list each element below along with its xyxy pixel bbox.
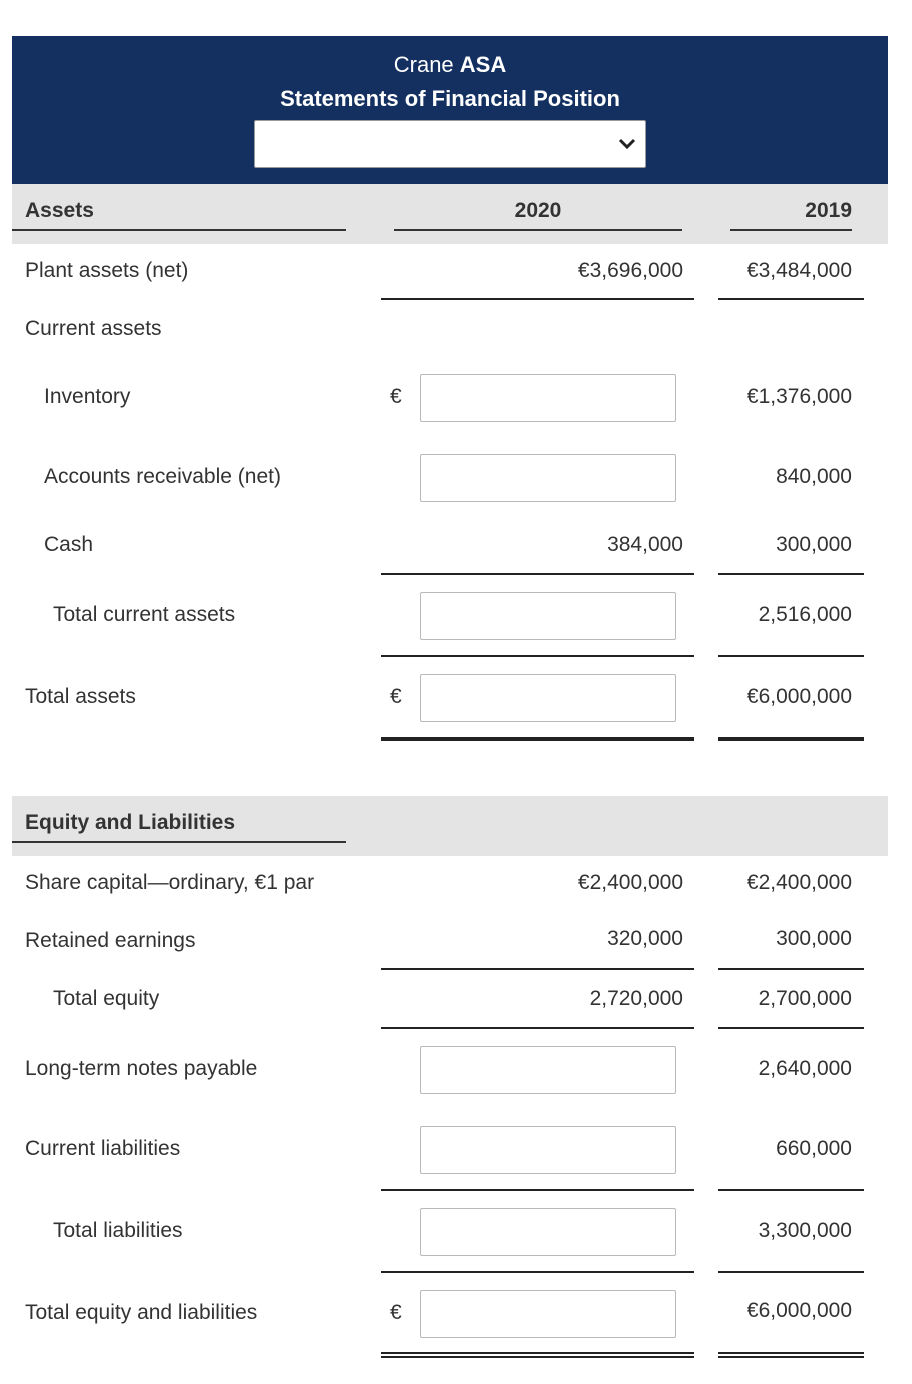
double-rule (718, 1352, 864, 1358)
accounts-receivable-2020-input[interactable] (420, 454, 676, 502)
retained-earnings-2019: 300,000 (776, 927, 852, 950)
total-equity-liabilities-2020-input[interactable] (420, 1290, 676, 1338)
share-capital-2020: €2,400,000 (577, 871, 683, 894)
total-assets-2020-input[interactable] (420, 674, 676, 722)
retained-earnings-label: Retained earnings (25, 929, 196, 952)
equity-liabilities-heading: Equity and Liabilities (25, 811, 236, 834)
inventory-label: Inventory (44, 385, 131, 408)
current-liabilities-2020-input[interactable] (420, 1126, 676, 1174)
rule-thick (381, 737, 694, 741)
current-assets-label: Current assets (25, 317, 162, 340)
inventory-2020-input[interactable] (420, 374, 676, 422)
inventory-2019: €1,376,000 (746, 385, 852, 408)
statement-title: Statements of Financial Position (280, 86, 620, 111)
col-2019-underline (730, 229, 852, 231)
rule (718, 1189, 864, 1191)
rule (381, 298, 694, 300)
total-equity-liabilities-euro-sign: € (390, 1301, 402, 1324)
total-liabilities-2020-input[interactable] (420, 1208, 676, 1256)
date-dropdown[interactable] (254, 120, 646, 168)
total-current-assets-2020-input[interactable] (420, 592, 676, 640)
current-liabilities-label: Current liabilities (25, 1137, 181, 1160)
assets-heading: Assets (25, 199, 94, 222)
rule (718, 655, 864, 657)
total-equity-liabilities-2019: €6,000,000 (746, 1299, 852, 1322)
total-equity-label: Total equity (53, 987, 160, 1010)
rule (381, 1271, 694, 1273)
rule-thick (718, 737, 864, 741)
long-term-notes-2020-input[interactable] (420, 1046, 676, 1094)
rule (381, 1189, 694, 1191)
rule (718, 298, 864, 300)
total-assets-2019: €6,000,000 (746, 685, 852, 708)
total-equity-2019: 2,700,000 (758, 987, 852, 1010)
company-name: Crane ASA (393, 52, 507, 77)
total-liabilities-label: Total liabilities (53, 1219, 183, 1242)
plant-assets-2020: €3,696,000 (577, 259, 683, 282)
col-2020-underline (394, 229, 682, 231)
rule (718, 1271, 864, 1273)
rule (381, 968, 694, 970)
plant-assets-label: Plant assets (net) (25, 259, 189, 282)
double-rule (381, 1352, 694, 1358)
rule (381, 573, 694, 575)
rule (718, 573, 864, 575)
statement-header (12, 36, 888, 184)
col-header-2020: 2020 (514, 199, 562, 222)
rule (718, 968, 864, 970)
rule (381, 655, 694, 657)
retained-earnings-2020: 320,000 (607, 927, 683, 950)
cash-2020: 384,000 (607, 533, 683, 556)
total-assets-euro-sign: € (390, 685, 402, 708)
accounts-receivable-2019: 840,000 (776, 465, 852, 488)
share-capital-label: Share capital—ordinary, €1 par (25, 871, 315, 894)
long-term-notes-2019: 2,640,000 (758, 1057, 852, 1080)
current-liabilities-2019: 660,000 (776, 1137, 852, 1160)
rule (381, 1027, 694, 1029)
chevron-down-icon (617, 134, 637, 154)
col-header-2019: 2019 (805, 199, 852, 222)
total-equity-2020: 2,720,000 (589, 987, 683, 1010)
inventory-euro-sign: € (390, 385, 402, 408)
total-equity-liabilities-label: Total equity and liabilities (25, 1301, 258, 1324)
total-current-assets-label: Total current assets (53, 603, 236, 626)
plant-assets-2019: €3,484,000 (746, 259, 852, 282)
rule (718, 1027, 864, 1029)
total-assets-label: Total assets (25, 685, 136, 708)
long-term-notes-label: Long-term notes payable (25, 1057, 258, 1080)
accounts-receivable-label: Accounts receivable (net) (44, 465, 281, 488)
total-liabilities-2019: 3,300,000 (758, 1219, 852, 1242)
cash-2019: 300,000 (776, 533, 852, 556)
total-current-assets-2019: 2,516,000 (758, 603, 852, 626)
share-capital-2019: €2,400,000 (746, 871, 852, 894)
cash-label: Cash (44, 533, 94, 556)
equity-liabilities-heading-underline (12, 841, 346, 843)
assets-heading-underline (12, 229, 346, 231)
